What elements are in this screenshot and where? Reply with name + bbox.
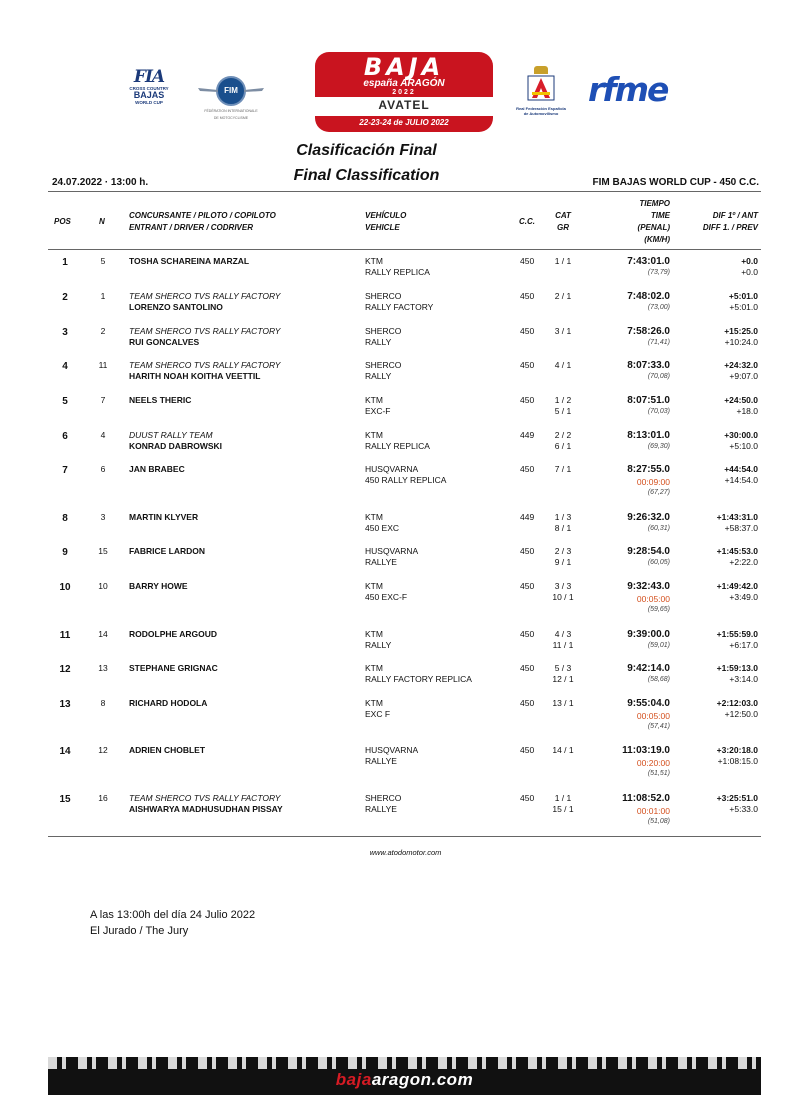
row-cat: 1 / 2 bbox=[554, 395, 572, 405]
jury-label: El Jurado / The Jury bbox=[90, 925, 189, 937]
row-vehicle-model: 450 EXC-F bbox=[365, 592, 408, 602]
baja-aragon-logo bbox=[315, 52, 493, 132]
row-number: 12 bbox=[98, 745, 108, 755]
baja-year: 2022 bbox=[392, 89, 416, 96]
row-driver: HARITH NOAH KOITHA VEETTIL bbox=[129, 371, 261, 381]
col-gr: GR bbox=[557, 223, 569, 232]
row-speed: (69,30) bbox=[647, 443, 670, 450]
fia-mark: FIA bbox=[133, 67, 165, 87]
row-cat: 4 / 3 bbox=[554, 629, 572, 639]
row-time: 8:13:01.0 bbox=[627, 430, 670, 441]
table-bottom-rule bbox=[48, 836, 761, 837]
row-diff-first: +3:25:51.0 bbox=[716, 793, 758, 803]
row-cat: 4 / 1 bbox=[554, 360, 572, 370]
row-time: 11:08:52.0 bbox=[622, 793, 670, 804]
row-time: 7:48:02.0 bbox=[627, 291, 670, 302]
header-bottom-rule bbox=[48, 249, 761, 250]
row-number: 7 bbox=[100, 395, 106, 405]
row-vehicle-make: KTM bbox=[365, 395, 383, 405]
row-number: 13 bbox=[98, 663, 108, 673]
row-penalty: 00:05:00 bbox=[636, 711, 670, 721]
row-vehicle-make: HUSQVARNA bbox=[365, 745, 419, 755]
row-group: 8 / 1 bbox=[554, 523, 572, 533]
row-cat: 2 / 1 bbox=[554, 291, 572, 301]
row-speed: (71,41) bbox=[647, 339, 670, 346]
row-cc: 450 bbox=[520, 326, 535, 336]
row-position: 6 bbox=[62, 431, 68, 442]
row-diff-first: +1:45:53.0 bbox=[716, 546, 758, 556]
row-driver: NEELS THERIC bbox=[129, 395, 192, 405]
row-time: 7:43:01.0 bbox=[627, 256, 670, 267]
row-diff-prev: +5:10.0 bbox=[729, 441, 758, 451]
row-vehicle-model: 450 RALLY REPLICA bbox=[365, 475, 447, 485]
row-time: 7:58:26.0 bbox=[627, 326, 670, 337]
row-speed: (60,31) bbox=[647, 525, 670, 532]
row-team: TEAM SHERCO TVS RALLY FACTORY bbox=[129, 360, 281, 370]
banner-url bbox=[48, 1070, 761, 1090]
rfea-logo bbox=[514, 66, 568, 116]
row-position: 1 bbox=[62, 257, 68, 268]
row-speed: (51,51) bbox=[647, 770, 670, 777]
row-driver: STEPHANE GRIGNAC bbox=[129, 663, 218, 673]
col-vehicle-en: VEHICLE bbox=[365, 223, 400, 232]
row-number: 2 bbox=[100, 326, 106, 336]
row-speed: (59,01) bbox=[647, 642, 670, 649]
row-cat: 2 / 3 bbox=[554, 546, 572, 556]
baja-dates: 22-23-24 de JULIO 2022 bbox=[359, 118, 449, 127]
row-cc: 450 bbox=[520, 581, 535, 591]
row-number: 14 bbox=[98, 629, 108, 639]
row-cat: 14 / 1 bbox=[552, 745, 574, 755]
row-diff-first: +0.0 bbox=[741, 256, 758, 266]
rfea-text2: de Automovilismo bbox=[523, 111, 559, 116]
fim-logo bbox=[196, 76, 266, 120]
row-time: 9:32:43.0 bbox=[627, 581, 670, 592]
col-time-es: TIEMPO bbox=[639, 199, 670, 208]
row-speed: (59,65) bbox=[647, 606, 670, 613]
row-diff-first: +2:12:03.0 bbox=[716, 698, 758, 708]
row-driver: LORENZO SANTOLINO bbox=[129, 302, 223, 312]
row-cc: 450 bbox=[520, 256, 535, 266]
row-number: 5 bbox=[100, 256, 106, 266]
row-time: 9:28:54.0 bbox=[627, 546, 670, 557]
row-cc: 450 bbox=[520, 745, 535, 755]
category-label: FIM BAJAS WORLD CUP - 450 C.C. bbox=[592, 177, 759, 188]
jury-timestamp: A las 13:00h del día 24 Julio 2022 bbox=[90, 909, 256, 921]
fim-mark: FIM bbox=[216, 76, 246, 106]
row-vehicle-model: RALLYE bbox=[365, 756, 397, 766]
banner-url-white: aragon.com bbox=[371, 1070, 474, 1089]
col-time-en: TIME bbox=[650, 211, 670, 220]
row-vehicle-make: KTM bbox=[365, 629, 383, 639]
col-n: N bbox=[99, 217, 105, 226]
row-team: TEAM SHERCO TVS RALLY FACTORY bbox=[129, 326, 281, 336]
row-penalty: 00:20:00 bbox=[636, 758, 670, 768]
row-speed: (73,79) bbox=[647, 269, 670, 276]
row-cc: 450 bbox=[520, 698, 535, 708]
row-vehicle-model: RALLYE bbox=[365, 557, 397, 567]
row-diff-prev: +2:22.0 bbox=[729, 557, 758, 567]
row-time: 8:07:51.0 bbox=[627, 395, 670, 406]
row-driver: MARTIN KLYVER bbox=[129, 512, 199, 522]
col-cat: CAT bbox=[555, 211, 571, 220]
row-position: 7 bbox=[62, 465, 68, 476]
row-diff-prev: +5:33.0 bbox=[729, 804, 758, 814]
col-penalty: (PENAL) bbox=[637, 223, 670, 232]
row-driver: KONRAD DABROWSKI bbox=[129, 441, 223, 451]
fim-wings-icon bbox=[196, 85, 266, 95]
row-diff-prev: +18.0 bbox=[736, 406, 758, 416]
row-position: 5 bbox=[62, 396, 68, 407]
row-speed: (73,00) bbox=[647, 304, 670, 311]
row-number: 1 bbox=[100, 291, 106, 301]
row-driver: RODOLPHE ARGOUD bbox=[129, 629, 217, 639]
baja-title: BAJA bbox=[363, 53, 445, 81]
row-number: 11 bbox=[98, 360, 108, 370]
tire-tread-pattern bbox=[48, 1057, 761, 1069]
row-position: 12 bbox=[59, 664, 71, 675]
rfea-text1: Real Federación Española bbox=[516, 106, 566, 111]
row-cat: 1 / 1 bbox=[554, 793, 572, 803]
row-position: 9 bbox=[62, 547, 68, 558]
report-datetime: 24.07.2022 · 13:00 h. bbox=[52, 177, 149, 188]
row-diff-prev: +14:54.0 bbox=[724, 475, 758, 485]
row-cc: 449 bbox=[520, 430, 535, 440]
row-group: 15 / 1 bbox=[552, 804, 574, 814]
row-position: 4 bbox=[62, 361, 68, 372]
row-vehicle-make: KTM bbox=[365, 512, 383, 522]
row-number: 10 bbox=[98, 581, 108, 591]
row-driver: FABRICE LARDON bbox=[129, 546, 206, 556]
row-vehicle-model: RALLY bbox=[365, 640, 392, 650]
fia-line1: CROSS COUNTRY bbox=[129, 86, 169, 91]
row-number: 6 bbox=[100, 464, 106, 474]
row-cat: 1 / 1 bbox=[554, 256, 572, 266]
row-number: 15 bbox=[98, 546, 108, 556]
header-top-rule bbox=[48, 191, 761, 192]
row-cc: 450 bbox=[520, 464, 535, 474]
row-penalty: 00:09:00 bbox=[636, 477, 670, 487]
row-speed: (58,68) bbox=[647, 676, 670, 683]
row-vehicle-make: KTM bbox=[365, 430, 383, 440]
row-vehicle-make: SHERCO bbox=[365, 291, 402, 301]
col-pos: POS bbox=[54, 217, 71, 226]
row-speed: (51,08) bbox=[647, 818, 670, 825]
row-vehicle-model: RALLY bbox=[365, 337, 392, 347]
row-diff-first: +1:59:13.0 bbox=[716, 663, 758, 673]
row-diff-prev: +3:49.0 bbox=[729, 592, 758, 602]
row-team: DUUST RALLY TEAM bbox=[129, 430, 213, 440]
row-time: 8:27:55.0 bbox=[627, 464, 670, 475]
row-diff-prev: +10:24.0 bbox=[724, 337, 758, 347]
row-speed: (70,08) bbox=[647, 373, 670, 380]
row-speed: (67,27) bbox=[647, 489, 670, 496]
rfme-logo: rfme bbox=[588, 70, 668, 109]
row-number: 4 bbox=[100, 430, 106, 440]
row-vehicle-model: RALLY FACTORY bbox=[365, 302, 434, 312]
row-cat: 3 / 3 bbox=[554, 581, 572, 591]
row-driver: BARRY HOWE bbox=[129, 581, 188, 591]
row-diff-first: +3:20:18.0 bbox=[716, 745, 758, 755]
row-diff-prev: +58:37.0 bbox=[724, 523, 758, 533]
fim-text1: FÉDÉRATION INTERNATIONALE bbox=[204, 109, 258, 113]
row-time: 8:07:33.0 bbox=[627, 360, 670, 371]
row-vehicle-make: SHERCO bbox=[365, 326, 402, 336]
row-vehicle-model: RALLY FACTORY REPLICA bbox=[365, 674, 472, 684]
row-vehicle-make: HUSQVARNA bbox=[365, 546, 419, 556]
row-diff-prev: +12:50.0 bbox=[724, 709, 758, 719]
row-driver: JAN BRABEC bbox=[129, 464, 185, 474]
row-cc: 450 bbox=[520, 546, 535, 556]
row-cc: 450 bbox=[520, 395, 535, 405]
row-vehicle-make: HUSQVARNA bbox=[365, 464, 419, 474]
row-diff-first: +15:25.0 bbox=[724, 326, 758, 336]
row-speed: (57,41) bbox=[647, 723, 670, 730]
row-number: 3 bbox=[100, 512, 106, 522]
row-cat: 5 / 3 bbox=[554, 663, 572, 673]
row-vehicle-model: EXC F bbox=[365, 709, 391, 719]
row-number: 8 bbox=[100, 698, 106, 708]
row-driver: TOSHA SCHAREINA MARZAL bbox=[129, 256, 250, 266]
row-diff-prev: +6:17.0 bbox=[729, 640, 758, 650]
row-position: 14 bbox=[59, 746, 71, 757]
row-position: 11 bbox=[59, 630, 71, 641]
row-driver: ADRIEN CHOBLET bbox=[129, 745, 206, 755]
row-speed: (60,05) bbox=[647, 559, 670, 566]
baja-subtitle: españa ARAGÓN bbox=[363, 78, 445, 89]
row-time: 9:26:32.0 bbox=[627, 512, 670, 523]
row-cc: 450 bbox=[520, 793, 535, 803]
row-position: 15 bbox=[59, 794, 71, 805]
footer-url: www.atodomotor.com bbox=[369, 848, 442, 857]
row-diff-first: +24:50.0 bbox=[724, 395, 758, 405]
row-diff-first: +1:55:59.0 bbox=[716, 629, 758, 639]
baja-sponsor: AVATEL bbox=[378, 98, 430, 112]
row-group: 5 / 1 bbox=[554, 406, 572, 416]
row-group: 10 / 1 bbox=[552, 592, 574, 602]
col-vehicle-es: VEHÍCULO bbox=[365, 211, 407, 220]
row-diff-prev: +9:07.0 bbox=[729, 371, 758, 381]
fia-line2: BAJAS bbox=[133, 90, 165, 100]
title-english: Final Classification bbox=[293, 167, 440, 184]
row-diff-prev: +0.0 bbox=[741, 267, 758, 277]
row-group: 9 / 1 bbox=[554, 557, 572, 567]
row-diff-first: +5:01.0 bbox=[728, 291, 758, 301]
fia-line3: WORLD CUP bbox=[135, 100, 163, 105]
row-vehicle-make: KTM bbox=[365, 663, 383, 673]
row-vehicle-model: 450 EXC bbox=[365, 523, 400, 533]
col-entrant-en: ENTRANT / DRIVER / CODRIVER bbox=[129, 223, 254, 232]
row-position: 10 bbox=[59, 582, 71, 593]
row-diff-first: +1:43:31.0 bbox=[716, 512, 758, 522]
row-vehicle-make: KTM bbox=[365, 581, 383, 591]
row-time: 9:55:04.0 bbox=[627, 698, 670, 709]
col-cc: C.C. bbox=[519, 217, 535, 226]
row-vehicle-model: RALLY REPLICA bbox=[365, 267, 430, 277]
row-vehicle-model: RALLYE bbox=[365, 804, 397, 814]
row-vehicle-model: RALLY bbox=[365, 371, 392, 381]
row-cc: 449 bbox=[520, 512, 535, 522]
banner-url-red: baja bbox=[335, 1070, 372, 1089]
col-diff-es: DIF 1º / ANT bbox=[712, 211, 758, 220]
row-diff-prev: +1:08:15.0 bbox=[717, 756, 758, 766]
fim-text2: DE MOTOCYCLISME bbox=[213, 116, 249, 120]
row-team: TEAM SHERCO TVS RALLY FACTORY bbox=[129, 291, 281, 301]
row-vehicle-make: KTM bbox=[365, 698, 383, 708]
row-diff-first: +24:32.0 bbox=[724, 360, 758, 370]
row-cc: 450 bbox=[520, 360, 535, 370]
row-time: 11:03:19.0 bbox=[622, 745, 670, 756]
row-group: 6 / 1 bbox=[554, 441, 572, 451]
col-entrant-es: CONCURSANTE / PILOTO / COPILOTO bbox=[129, 211, 276, 220]
row-team: TEAM SHERCO TVS RALLY FACTORY bbox=[129, 793, 281, 803]
row-diff-first: +30:00.0 bbox=[724, 430, 758, 440]
row-driver: RICHARD HODOLA bbox=[129, 698, 208, 708]
row-cat: 13 / 1 bbox=[552, 698, 574, 708]
row-number: 16 bbox=[98, 793, 108, 803]
row-cat: 7 / 1 bbox=[554, 464, 572, 474]
row-speed: (70,03) bbox=[647, 408, 670, 415]
row-cat: 2 / 2 bbox=[554, 430, 572, 440]
row-cc: 450 bbox=[520, 629, 535, 639]
row-diff-first: +44:54.0 bbox=[724, 464, 758, 474]
row-cc: 450 bbox=[520, 663, 535, 673]
row-group: 11 / 1 bbox=[552, 640, 574, 650]
title-spanish: Clasificación Final bbox=[296, 142, 437, 159]
rfea-shield-icon bbox=[526, 75, 556, 101]
row-position: 3 bbox=[62, 327, 68, 338]
row-driver: RUI GONCALVES bbox=[129, 337, 200, 347]
row-vehicle-model: RALLY REPLICA bbox=[365, 441, 430, 451]
row-vehicle-make: SHERCO bbox=[365, 793, 402, 803]
row-driver: AISHWARYA MADHUSUDHAN PISSAY bbox=[129, 804, 283, 814]
row-vehicle-model: EXC-F bbox=[365, 406, 391, 416]
row-penalty: 00:05:00 bbox=[636, 594, 670, 604]
row-cat: 1 / 3 bbox=[554, 512, 572, 522]
row-position: 8 bbox=[62, 513, 68, 524]
row-diff-prev: +5:01.0 bbox=[729, 302, 758, 312]
col-speed: (KM/H) bbox=[644, 235, 670, 244]
row-vehicle-make: SHERCO bbox=[365, 360, 402, 370]
row-cc: 450 bbox=[520, 291, 535, 301]
row-cat: 3 / 1 bbox=[554, 326, 572, 336]
row-diff-prev: +3:14.0 bbox=[729, 674, 758, 684]
row-position: 13 bbox=[59, 699, 71, 710]
fia-logo bbox=[126, 68, 172, 105]
crown-icon bbox=[534, 66, 548, 74]
row-diff-first: +1:49:42.0 bbox=[716, 581, 758, 591]
row-penalty: 00:01:00 bbox=[636, 806, 670, 816]
row-group: 12 / 1 bbox=[552, 674, 574, 684]
col-diff-en: DIFF 1. / PREV bbox=[702, 223, 758, 232]
footer-banner bbox=[48, 1057, 761, 1095]
row-vehicle-make: KTM bbox=[365, 256, 383, 266]
row-time: 9:39:00.0 bbox=[627, 629, 670, 640]
row-position: 2 bbox=[62, 292, 68, 303]
row-time: 9:42:14.0 bbox=[627, 663, 670, 674]
